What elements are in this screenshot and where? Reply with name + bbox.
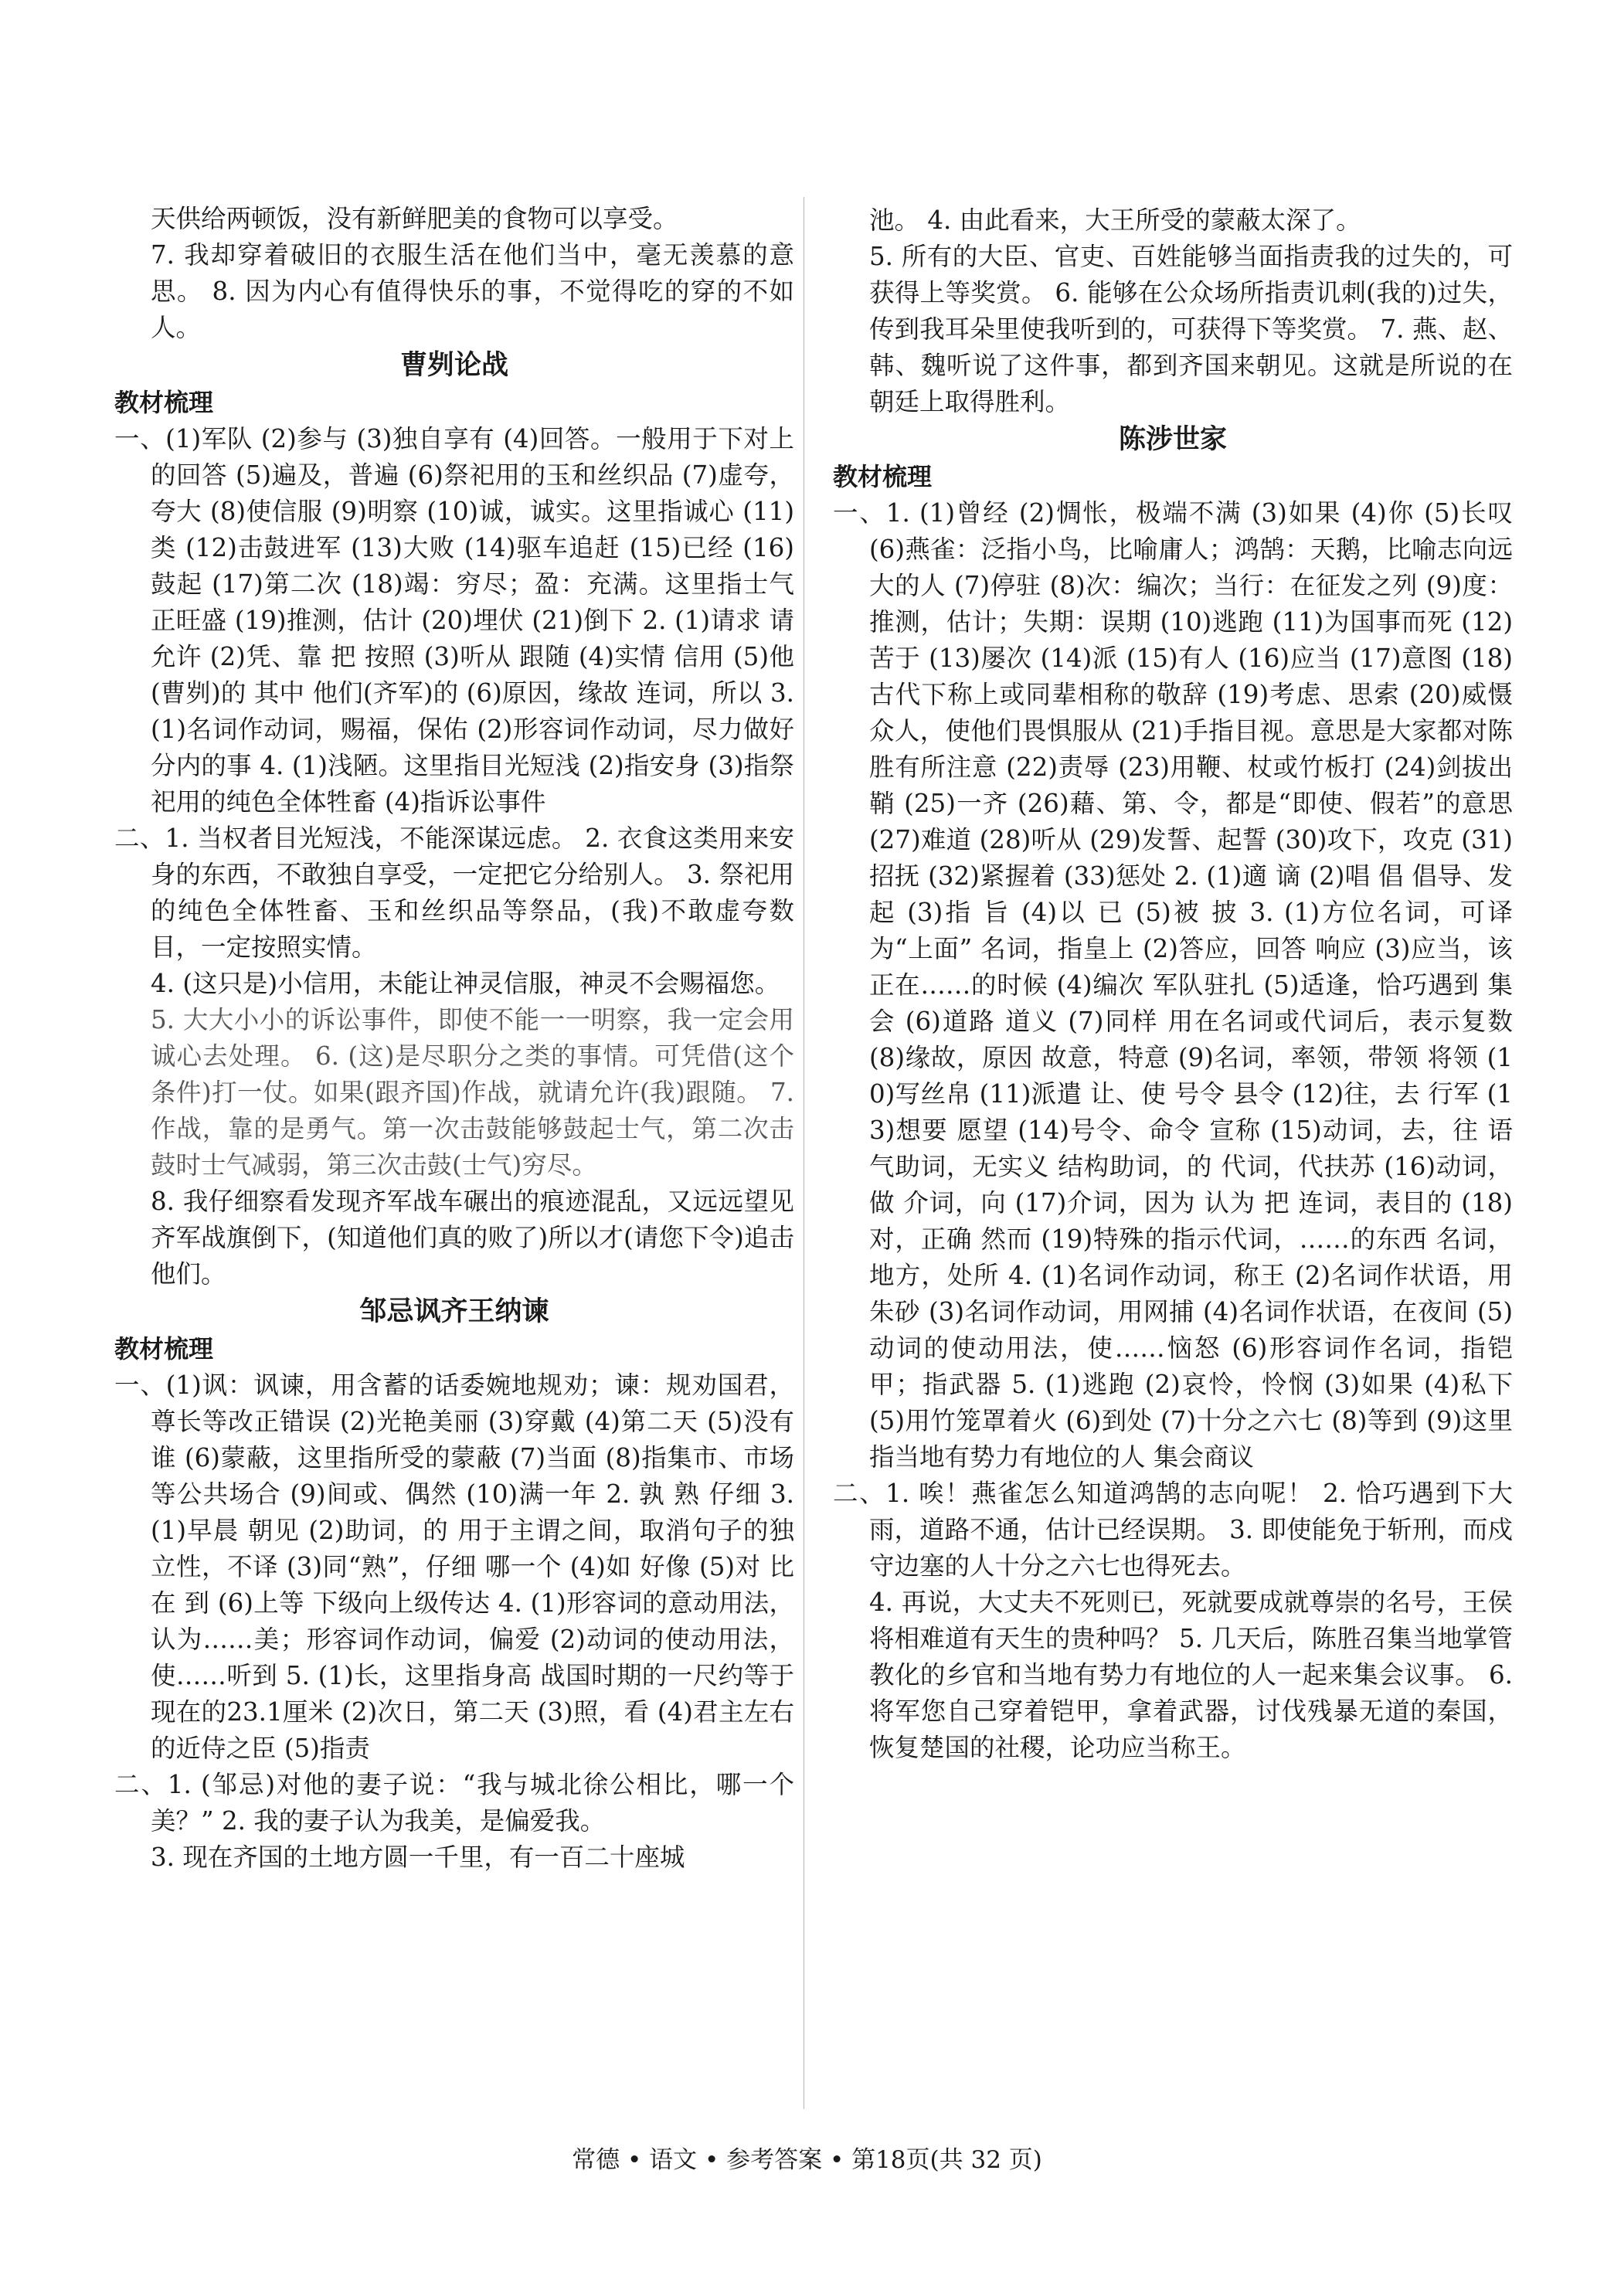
prev-answer-item-7-8: 7. 我却穿着破旧的衣服生活在他们当中，毫无羡慕的意思。 8. 因为内心有值得快乐的事，不觉得吃的穿的不如人。 xyxy=(151,240,794,342)
page-footer: 常德 • 语文 • 参考答案 • 第18页(共 32 页) xyxy=(572,2146,1042,2174)
subsection-heading: 教材梳理 xyxy=(114,388,214,417)
zou-part-one: 一、(1)讽：讽谏，用含蓄的话委婉地规劝；谏：规劝国君，尊长等改正错误 (2)光艳美丽 (3)穿戴 (4)第二天 (5)没有谁 (6)蒙蔽，这里指所受的蒙蔽 (7)当面 (8)指集市、市场等公共场合 (9)间或、偶然 (10)满一年 2. 孰 熟 仔细 3. (1)早晨 朝见 (2)助词，的 用于主谓之间，取消句子的独立性，不译 (3)同“熟”，仔细 哪一个 (4)如 好像 (5)对 比 在 到 (6)上等 下级向上级传达 4. (1)形容词的意动用法，认为……美；形容词作动词，偏爱 (2)动词的使动用法，使……听到 5. (1)长，这里指身高 战国时期的一尺约等于现在的23.1厘米 (2)次日，第二天 (3)照，看 (4)君主左右的近侍之臣 (5)指责 xyxy=(114,1370,794,1763)
cao-part-two-item-4: 4. (这只是)小信用，未能让神灵信服，神灵不会赐福您。 xyxy=(151,969,780,998)
zou-part-two-item-3: 3. 现在齐国的土地方圆一千里，有一百二十座城 xyxy=(151,1843,685,1872)
chen-part-one: 一、1. (1)曾经 (2)惆怅，极端不满 (3)如果 (4)你 (5)长叹 (6)燕雀：泛指小鸟，比喻庸人；鸿鹄：天鹅，比喻志向远大的人 (7)停驻 (8)次：编次；当行：在征发之列 (9)度：推测，估计；失期：误期 (10)逃跑 (11)为国事而死 (12)苦于 (13)屡次 (14)派 (15)有人 (16)应当 (17)意图 (18)古代下称上或同辈相称的敬辞 (19)考虑、思索 (20)威慑众人，使他们畏惧服从 (21)手指目视。意思是大家都对陈胜有所注意 (22)责辱 (23)用鞭、杖或竹板打 (24)剑拔出鞘 (25)一齐 (26)藉、第、令，都是“即使、假若”的意思 (27)难道 (28)听从 (29)发誓、起誓 (30)攻下，攻克 (31)招抚 (32)紧握着 (33)惩处 2. (1)適 谪 (2)唱 倡 倡导、发起 (3)指 旨 (4)以 已 (5)被 披 3. (1)方位名词，可译为“上面” 名词，指皇上 (2)答应，回答 响应 (3)应当，该 正在……的时候 (4)编次 军队驻扎 (5)适逢，恰巧遇到 集会 (6)道路 道义 (7)同样 用在名词或代词后，表示复数 (8)缘故，原因 故意，特意 (9)名词，率领，带领 将领 (10)写丝帛 (11)派遣 让、使 号令 县令 (12)往，去 行军 (13)想要 愿望 (14)号令、命令 宣称 (15)动词，去，往 语气助词，无实义 结构助词，的 代词，代扶苏 (16)动词，做 介词，向 (17)介词，因为 认为 把 连词，表目的 (18)对，正确 然而 (19)特殊的指示代词，……的东西 名词，地方，处所 4. (1)名词作动词，称王 (2)名词作状语，用朱砂 (3)名词作动词，用网捕 (4)名词作状语，在夜间 (5)动词的使动用法，使……恼怒 (6)形容词作名词，指铠甲；指武器 5. (1)逃跑 (2)哀怜，怜悯 (3)如果 (4)私下 (5)用竹笼罩着火 (6)到处 (7)十分之六七 (8)等到 (9)这里指当地有势力有地位的人 集会商议 xyxy=(833,498,1513,1472)
zou-part-two-item-5-7: 5. 所有的大臣、官吏、百姓能够当面指责我的过失的，可获得上等奖赏。 6. 能够在公众场所指责讥刺(我的)过失，传到我耳朵里使我听到的，可获得下等奖赏。 7. 燕、赵、韩、魏听说了这件事，都到齐国来朝见。这就是所说的在朝廷上取得胜利。 xyxy=(869,242,1513,416)
chen-part-two: 二、1. 唉！燕雀怎么知道鸿鹄的志向呢！ 2. 恰巧遇到下大雨，道路不通，估计已经误期。 3. 即使能免于斩刑，而戍守边塞的人十分之六七也得死去。 xyxy=(833,1479,1513,1581)
subsection-heading: 教材梳理 xyxy=(833,462,933,491)
section-title-chen-she: 陈涉世家 xyxy=(1118,424,1227,455)
subsection-heading: 教材梳理 xyxy=(114,1334,214,1364)
right-column xyxy=(833,202,1513,1766)
chen-part-two-item-4-6: 4. 再说，大丈夫不死则已，死就要成就尊崇的名号，王侯将相难道有天生的贵种吗？ 5. 几天后，陈胜召集当地掌管教化的乡官和当地有势力有地位的人一起来集会议事。 6. 将军您自己穿着铠甲，拿着武器，讨伐残暴无道的秦国，恢复楚国的社稷，论功应当称王。 xyxy=(869,1588,1513,1762)
left-column xyxy=(114,201,794,1876)
section-title-cao-gui: 曹刿论战 xyxy=(399,350,508,381)
prev-answer-continuation: 天供给两顿饭，没有新鲜肥美的食物可以享受。 xyxy=(151,204,678,233)
cao-part-two-item-5-7: 5. 大大小小的诉讼事件，即使不能一一明察，我一定会用诚心去处理。 6. (这)是尽职分之类的事情。可凭借(这个条件)打一仗。如果(跟齐国)作战，就请允许(我)跟随。 7. 作战，靠的是勇气。第一次击鼓能够鼓起士气，第二次击鼓时士气减弱，第三次击鼓(士气)穷尽。 xyxy=(151,1005,794,1180)
cao-part-two-item-8: 8. 我仔细察看发现齐军战车碾出的痕迹混乱，又远远望见齐军战旗倒下，(知道他们真的败了)所以才(请您下令)追击他们。 xyxy=(151,1187,794,1289)
section-title-zou-ji: 邹忌讽齐王纳谏 xyxy=(359,1296,549,1327)
zou-item-3-continuation: 池。 4. 由此看来，大王所受的蒙蔽太深了。 xyxy=(869,205,1361,235)
cao-part-one: 一、(1)军队 (2)参与 (3)独自享有 (4)回答。一般用于下对上的回答 (5)遍及，普遍 (6)祭祀用的玉和丝织品 (7)虚夸，夸大 (8)使信服 (9)明察 (10)诚，诚实。这里指诚心 (11)类 (12)击鼓进军 (13)大败 (14)驱车追赶 (15)已经 (16)鼓起 (17)第二次 (18)竭：穷尽；盈：充满。这里指士气正旺盛 (19)推测，估计 (20)埋伏 (21)倒下 2. (1)请求 请允许 (2)凭、靠 把 按照 (3)听从 跟随 (4)实情 信用 (5)他(曹刿)的 其中 他们(齐军)的 (6)原因，缘故 连词，所以 3. (1)名词作动词，赐福，保佑 (2)形容词作动词，尽力做好分内的事 4. (1)浅陋。这里指目光短浅 (2)指安身 (3)指祭祀用的纯色全体牲畜 (4)指诉讼事件 xyxy=(114,424,794,817)
cao-part-two: 二、1. 当权者目光短浅，不能深谋远虑。 2. 衣食这类用来安身的东西，不敢独自享受，一定把它分给别人。 3. 祭祀用的纯色全体牲畜、玉和丝织品等祭品，(我)不敢虚夸数目，一定按照实情。 xyxy=(114,824,794,962)
zou-part-two: 二、1. (邹忌)对他的妻子说：“我与城北徐公相比，哪一个美？” 2. 我的妻子认为我美，是偏爱我。 xyxy=(114,1770,794,1836)
